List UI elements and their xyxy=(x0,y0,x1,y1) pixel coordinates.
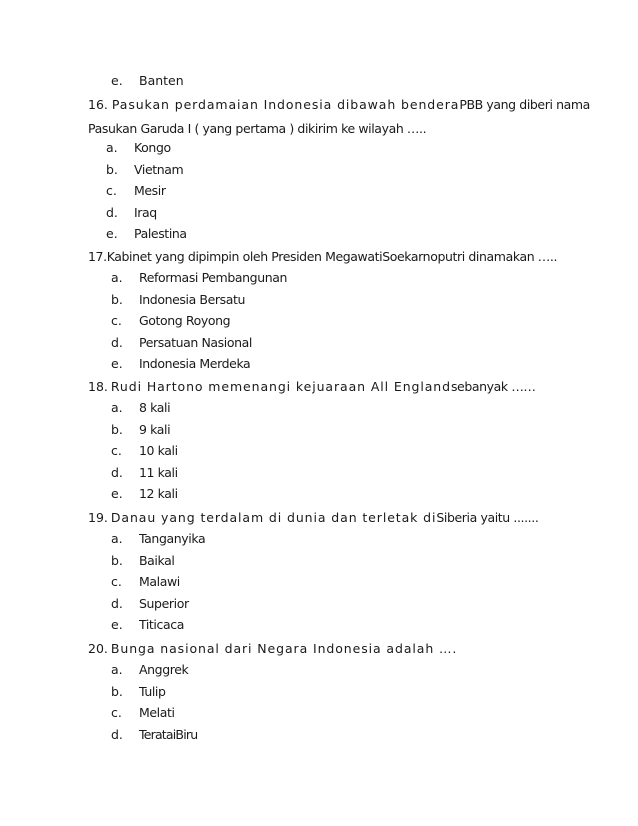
option-letter: c. xyxy=(106,183,117,198)
option-text: Tulip xyxy=(139,684,166,699)
question-text-part1: Pasukan perdamaian Indonesia dibawah bendera xyxy=(111,97,460,112)
option-letter: a. xyxy=(111,270,123,285)
option-letter: b. xyxy=(111,684,123,699)
option-text: Banten xyxy=(139,73,184,88)
option-letter: c. xyxy=(111,313,122,328)
question-19 xyxy=(88,510,538,526)
option-text: Vietnam xyxy=(134,162,184,177)
question-number: 17. xyxy=(88,249,107,264)
option-letter: e. xyxy=(111,356,123,371)
question-17 xyxy=(88,249,557,265)
option-text: Superior xyxy=(139,596,189,611)
option-text: 8 kali xyxy=(139,400,171,415)
option-letter: e. xyxy=(111,73,123,88)
option-letter: b. xyxy=(106,162,118,177)
option-letter: c. xyxy=(111,574,122,589)
option-text: Mesir xyxy=(134,183,166,198)
option-letter: b. xyxy=(111,422,123,437)
option-letter: e. xyxy=(111,617,123,632)
option-letter: e. xyxy=(111,486,123,501)
question-text-part2: sebanyak …… xyxy=(450,379,536,394)
option-text: Kongo xyxy=(134,140,171,155)
question-number: 20. xyxy=(88,641,108,656)
option-letter: b. xyxy=(111,292,123,307)
question-16 xyxy=(88,97,590,113)
option-text: Tanganyika xyxy=(139,531,206,546)
option-letter: a. xyxy=(111,531,123,546)
option-text: Indonesia Merdeka xyxy=(139,356,251,371)
option-text: Reformasi Pembangunan xyxy=(139,270,288,285)
option-text: Malawi xyxy=(139,574,180,589)
option-text: Gotong Royong xyxy=(139,313,231,328)
question-18 xyxy=(88,379,536,395)
option-text: Indonesia Bersatu xyxy=(139,292,246,307)
question-text-part1: Rudi Hartono memenangi kejuaraan All England xyxy=(110,379,451,394)
question-text: Bunga nasional dari Negara Indonesia adalah …. xyxy=(110,641,458,656)
option-letter: c. xyxy=(111,443,122,458)
question-text: Kabinet yang dipimpin oleh Presiden MegawatiSoekarnoputri dinamakan ….. xyxy=(106,249,558,264)
option-letter: a. xyxy=(111,662,123,677)
option-letter: c. xyxy=(111,705,122,720)
option-text: 12 kali xyxy=(139,486,178,501)
option-letter: a. xyxy=(106,140,118,155)
option-text: 11 kali xyxy=(139,465,178,480)
option-text: Palestina xyxy=(134,226,187,241)
question-text-line2: Pasukan Garuda I ( yang pertama ) dikirim ke wilayah ….. xyxy=(88,121,427,136)
option-letter: a. xyxy=(111,400,123,415)
option-text: TerataiBiru xyxy=(139,727,198,742)
option-text: Iraq xyxy=(134,205,157,220)
question-number: 16. xyxy=(88,97,108,112)
question-text-part2: PBB yang diberi nama xyxy=(459,97,590,112)
question-text-part2: Siberia yaitu ....... xyxy=(436,510,539,525)
option-text: Anggrek xyxy=(139,662,189,677)
option-letter: b. xyxy=(111,553,123,568)
option-text: 10 kali xyxy=(139,443,178,458)
option-letter: d. xyxy=(111,335,123,350)
option-text: Titicaca xyxy=(139,617,184,632)
question-number: 19. xyxy=(88,510,108,525)
question-text-part1: Danau yang terdalam di dunia dan terletak di xyxy=(110,510,437,525)
option-text: 9 kali xyxy=(139,422,171,437)
option-letter: d. xyxy=(111,727,123,742)
option-letter: d. xyxy=(111,596,123,611)
option-text: Melati xyxy=(139,705,175,720)
option-letter: e. xyxy=(106,226,118,241)
question-16-line2 xyxy=(88,121,426,137)
question-20 xyxy=(88,641,457,657)
question-number: 18. xyxy=(88,379,108,394)
option-text: Baikal xyxy=(139,553,175,568)
option-letter: d. xyxy=(111,465,123,480)
option-text: Persatuan Nasional xyxy=(139,335,252,350)
option-letter: d. xyxy=(106,205,118,220)
